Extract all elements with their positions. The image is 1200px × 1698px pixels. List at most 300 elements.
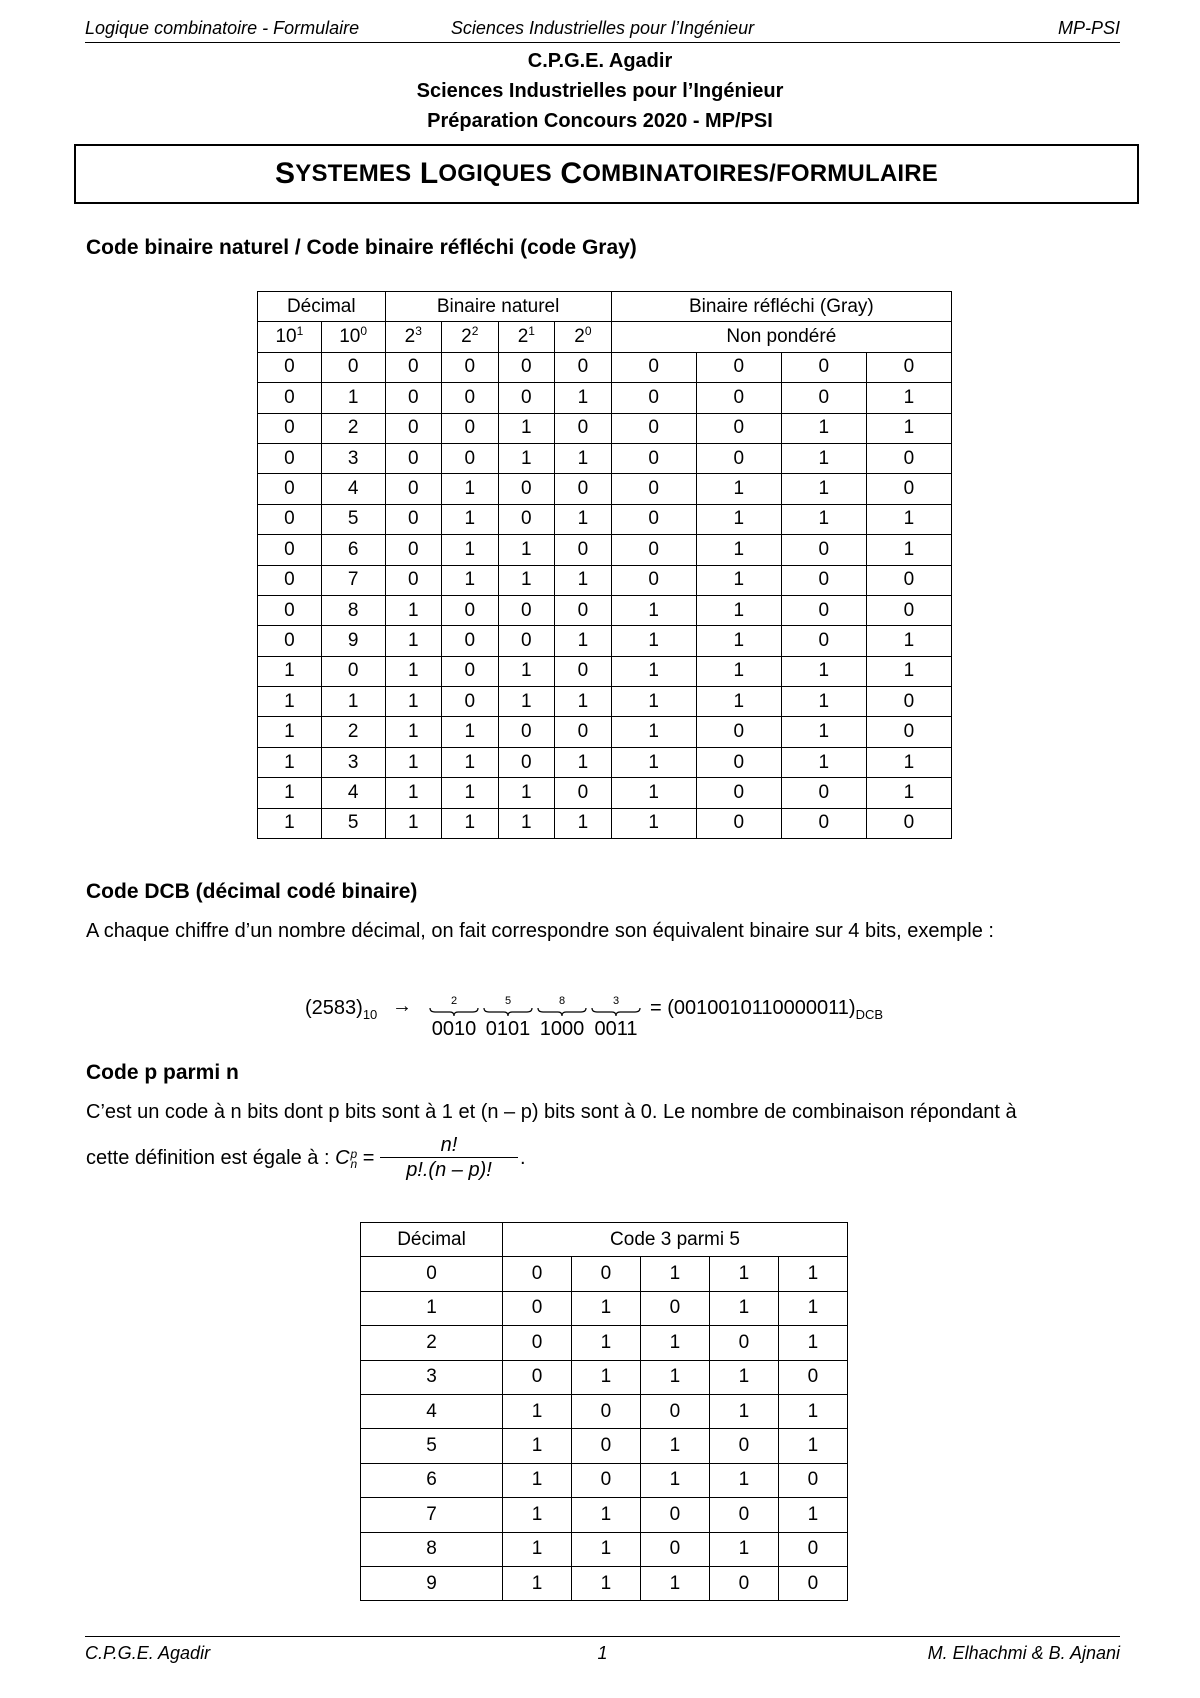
table-row [361, 1257, 848, 1291]
bcd-digit: 3 [612, 995, 620, 1007]
table-cell: 1 [781, 717, 866, 747]
table-cell: 0 [778, 1566, 847, 1600]
table-cell: 0 [781, 383, 866, 413]
table-cell: 1 [709, 1291, 778, 1325]
table-cell: 0 [498, 504, 555, 534]
table-cell: 3 [361, 1360, 503, 1394]
section-heading-gray: Code binaire naturel / Code binaire réfléchi (code Gray) [86, 236, 637, 259]
table-cell: 1 [866, 504, 951, 534]
weight-header [385, 322, 442, 352]
header-right: MP-PSI [1057, 18, 1120, 38]
weight-exponent: 0 [584, 324, 592, 339]
table-row [258, 778, 952, 808]
table-cell: 1 [555, 383, 612, 413]
table-cell: 1 [611, 808, 696, 838]
table-cell: 0 [866, 443, 951, 473]
table-cell: 1 [442, 535, 499, 565]
table-cell: 0 [611, 504, 696, 534]
table-row [361, 1498, 848, 1532]
table-cell: 0 [571, 1257, 640, 1291]
table-cell: 0 [778, 1463, 847, 1497]
table-cell: 6 [321, 535, 385, 565]
table-cell: 0 [640, 1532, 709, 1566]
underbrace-icon [591, 1007, 641, 1017]
table-cell: 0 [696, 717, 781, 747]
table-cell: 0 [696, 352, 781, 382]
table-cell: 0 [571, 1394, 640, 1428]
table-cell: 0 [258, 474, 322, 504]
table-cell: 4 [321, 778, 385, 808]
table-row [258, 383, 952, 413]
bcd-group [483, 996, 533, 1041]
combination-fraction [380, 1133, 518, 1182]
weight-header [442, 322, 499, 352]
table-cell: 0 [385, 535, 442, 565]
table-cell: 0 [611, 383, 696, 413]
title-rest-2: OGIQUES [438, 160, 552, 187]
table-cell: 3 [321, 443, 385, 473]
table-cell: 1 [866, 535, 951, 565]
table-cell: 1 [778, 1498, 847, 1532]
formula-lhs-value: (2583) [305, 997, 363, 1019]
table-cell: 1 [611, 656, 696, 686]
table-cell: 8 [321, 595, 385, 625]
table-row [258, 808, 952, 838]
table-cell: 0 [555, 778, 612, 808]
bcd-bits: 1000 [539, 1018, 585, 1040]
table-cell: 0 [385, 565, 442, 595]
table-cell: 0 [555, 474, 612, 504]
pn-description: C’est un code à n bits dont p bits sont à 1 et (n – p) bits sont à 0. Le nombre de combinaison répondant à [86, 1101, 1017, 1123]
table-cell: 1 [611, 595, 696, 625]
table-cell: 0 [498, 383, 555, 413]
dcb-description: A chaque chiffre d’un nombre décimal, on fait correspondre son équivalent binaire sur 4 bits, exemple : [86, 920, 994, 942]
table-cell: 0 [696, 443, 781, 473]
table-cell: 0 [258, 443, 322, 473]
table-cell: 0 [866, 808, 951, 838]
table-cell: 0 [781, 565, 866, 595]
table-cell: 1 [709, 1257, 778, 1291]
table-cell: 1 [571, 1360, 640, 1394]
table-cell: 1 [555, 626, 612, 656]
formula-arrow: → [392, 995, 412, 1017]
section-heading-dcb: Code DCB (décimal codé binaire) [86, 880, 418, 903]
table-row [258, 504, 952, 534]
table-row [361, 1326, 848, 1360]
table-cell: 1 [498, 535, 555, 565]
table-cell: 1 [696, 626, 781, 656]
table-cell: 0 [503, 1360, 572, 1394]
header-gray: Binaire réfléchi (Gray) [611, 292, 951, 322]
table-row [361, 1291, 848, 1325]
combination-letter: C [335, 1147, 350, 1169]
underbrace-icon [537, 1007, 587, 1017]
table-cell: 0 [258, 352, 322, 382]
table-cell: 0 [498, 595, 555, 625]
table-cell: 0 [611, 535, 696, 565]
title-cap-1: S [275, 157, 296, 190]
table-row [361, 1566, 848, 1600]
table-cell: 0 [385, 443, 442, 473]
fraction-numerator: n! [440, 1134, 458, 1156]
table-cell: 1 [611, 717, 696, 747]
weight-header [258, 322, 322, 352]
school-block [0, 46, 1200, 136]
table-cell: 0 [555, 656, 612, 686]
weight-base: 2 [404, 326, 416, 348]
table-cell: 1 [866, 656, 951, 686]
weight-base: 10 [339, 326, 361, 348]
title-rest-1: YSTEMES [295, 160, 412, 187]
table-cell: 0 [258, 383, 322, 413]
combination-symbol [335, 1147, 357, 1169]
table-cell: 0 [778, 1532, 847, 1566]
bcd-digit: 8 [558, 995, 566, 1007]
table-cell: 1 [385, 808, 442, 838]
table-cell: 1 [866, 747, 951, 777]
table-cell: 0 [498, 747, 555, 777]
gray-weight-header: Non pondéré [611, 322, 951, 352]
table-row [258, 474, 952, 504]
table-cell: 0 [696, 747, 781, 777]
formula-rhs [650, 997, 883, 1022]
table-cell: 0 [385, 474, 442, 504]
table-cell: 0 [442, 626, 499, 656]
header-decimal: Décimal [258, 292, 386, 322]
table-row [258, 626, 952, 656]
table-cell: 0 [611, 474, 696, 504]
table-cell: 1 [442, 778, 499, 808]
table-cell: 1 [640, 1326, 709, 1360]
table-cell: 7 [321, 565, 385, 595]
table-cell: 1 [571, 1498, 640, 1532]
school-name: C.P.G.E. Agadir [527, 50, 673, 72]
table-cell: 1 [778, 1394, 847, 1428]
table-cell: 1 [503, 1532, 572, 1566]
bcd-digit: 5 [504, 995, 512, 1007]
weight-header [498, 322, 555, 352]
table-cell: 0 [781, 808, 866, 838]
table-cell: 0 [498, 717, 555, 747]
table-cell: 0 [361, 1257, 503, 1291]
table-row [258, 535, 952, 565]
p-among-n-table [360, 1222, 848, 1601]
table-cell: 1 [781, 504, 866, 534]
table-cell: 1 [258, 747, 322, 777]
table-cell: 1 [640, 1566, 709, 1600]
weight-base: 2 [461, 326, 472, 348]
table-cell: 1 [503, 1498, 572, 1532]
table-cell: 1 [781, 687, 866, 717]
table-cell: 1 [385, 656, 442, 686]
table-cell: 3 [321, 747, 385, 777]
bcd-bits: 0010 [431, 1018, 477, 1040]
table-cell: 0 [258, 535, 322, 565]
table-cell: 0 [709, 1429, 778, 1463]
table-cell: 1 [498, 687, 555, 717]
table-cell: 0 [258, 626, 322, 656]
weight-exponent: 3 [415, 324, 422, 339]
table-cell: 2 [321, 717, 385, 747]
combination-equals: = [362, 1147, 375, 1169]
table-cell: 1 [385, 626, 442, 656]
table-cell: 0 [442, 383, 499, 413]
table-cell: 0 [442, 443, 499, 473]
table-cell: 1 [709, 1394, 778, 1428]
table-cell: 0 [385, 352, 442, 382]
table-cell: 1 [385, 747, 442, 777]
table-cell: 1 [498, 413, 555, 443]
table-cell: 1 [781, 413, 866, 443]
table-cell: 0 [258, 595, 322, 625]
table-cell: 1 [866, 626, 951, 656]
table-cell: 0 [385, 504, 442, 534]
footer-left: C.P.G.E. Agadir [85, 1643, 211, 1663]
table-row [258, 717, 952, 747]
table-cell: 1 [571, 1566, 640, 1600]
page-header [85, 16, 1120, 43]
table-cell: 0 [709, 1326, 778, 1360]
table-cell: 0 [781, 778, 866, 808]
table-cell: 1 [258, 656, 322, 686]
table-cell: 0 [555, 595, 612, 625]
table-cell: 0 [640, 1394, 709, 1428]
header-decimal: Décimal [361, 1223, 503, 1257]
table-cell: 0 [866, 595, 951, 625]
table-cell: 0 [498, 474, 555, 504]
weight-base: 10 [275, 326, 297, 348]
table-cell: 1 [709, 1463, 778, 1497]
table-cell: 0 [696, 808, 781, 838]
table-cell: 0 [442, 413, 499, 443]
table-cell: 1 [571, 1532, 640, 1566]
table-cell: 0 [866, 352, 951, 382]
weight-exponent: 1 [528, 324, 535, 339]
table-cell: 0 [503, 1257, 572, 1291]
table-cell: 1 [385, 595, 442, 625]
table-cell: 1 [696, 535, 781, 565]
table-cell: 0 [781, 595, 866, 625]
table-cell: 1 [385, 778, 442, 808]
table-cell: 0 [258, 565, 322, 595]
table-cell: 1 [442, 747, 499, 777]
table-row [258, 747, 952, 777]
table-cell: 1 [555, 443, 612, 473]
table-cell: 0 [442, 352, 499, 382]
weight-exponent: 2 [471, 324, 479, 339]
table-row [258, 413, 952, 443]
table-cell: 0 [778, 1360, 847, 1394]
title-cap-2: L [419, 157, 439, 190]
table-cell: 1 [498, 443, 555, 473]
footer-authors: M. Elhachmi & B. Ajnani [927, 1643, 1120, 1663]
table-cell: 0 [866, 474, 951, 504]
table-cell: 1 [778, 1291, 847, 1325]
underbrace-icon [429, 1007, 479, 1017]
table-cell: 1 [442, 717, 499, 747]
weight-header [555, 322, 612, 352]
gray-code-table [257, 291, 952, 839]
table-cell: 0 [503, 1326, 572, 1360]
table-cell: 0 [781, 626, 866, 656]
table-cell: 1 [258, 687, 322, 717]
table-cell: 0 [611, 443, 696, 473]
title-rest-3: OMBINATOIRES/FORMULAIRE [582, 160, 938, 187]
table-cell: 1 [611, 747, 696, 777]
bcd-group [429, 996, 479, 1041]
table-cell: 6 [361, 1463, 503, 1497]
table-cell: 1 [555, 504, 612, 534]
table-cell: 1 [781, 656, 866, 686]
table-cell: 0 [498, 626, 555, 656]
weight-base: 2 [574, 326, 585, 348]
table-cell: 1 [778, 1429, 847, 1463]
table-cell: 8 [361, 1532, 503, 1566]
table-cell: 0 [321, 352, 385, 382]
table-cell: 1 [503, 1463, 572, 1497]
table-cell: 1 [555, 808, 612, 838]
table-cell: 1 [611, 626, 696, 656]
table-cell: 0 [258, 504, 322, 534]
bcd-group [591, 996, 641, 1041]
table-cell: 0 [866, 565, 951, 595]
weight-exponent: 0 [360, 324, 368, 339]
table-cell: 1 [498, 778, 555, 808]
table-cell: 1 [696, 656, 781, 686]
table-cell: 1 [258, 778, 322, 808]
school-subject: Sciences Industrielles pour l’Ingénieur [416, 80, 784, 102]
table-cell: 0 [385, 413, 442, 443]
formula-rhs-base: DCB [855, 1007, 884, 1022]
table-cell: 1 [555, 565, 612, 595]
table-row [361, 1394, 848, 1428]
formula-lhs [305, 997, 377, 1022]
table-cell: 1 [361, 1291, 503, 1325]
table-cell: 1 [498, 565, 555, 595]
table-cell: 0 [640, 1498, 709, 1532]
weight-base: 2 [517, 326, 529, 348]
table-cell: 1 [555, 747, 612, 777]
table-cell: 1 [640, 1360, 709, 1394]
table-cell: 1 [640, 1429, 709, 1463]
table-cell: 5 [361, 1429, 503, 1463]
bcd-group [537, 996, 587, 1041]
table-cell: 0 [781, 535, 866, 565]
section-heading-pn: Code p parmi n [86, 1061, 239, 1084]
table-cell: 0 [555, 717, 612, 747]
table-cell: 1 [866, 778, 951, 808]
table-cell: 0 [709, 1498, 778, 1532]
bcd-bits: 0011 [594, 1018, 638, 1040]
table-row [258, 443, 952, 473]
table-cell: 0 [385, 383, 442, 413]
definition-period: . [520, 1147, 526, 1169]
table-cell: 0 [571, 1429, 640, 1463]
formula-lhs-base: 10 [362, 1007, 378, 1022]
table-cell: 1 [498, 656, 555, 686]
table-cell: 0 [258, 413, 322, 443]
table-cell: 0 [866, 717, 951, 747]
table-row [361, 1463, 848, 1497]
table-cell: 1 [611, 778, 696, 808]
table-cell: 0 [696, 413, 781, 443]
table-row [258, 595, 952, 625]
table-cell: 0 [555, 535, 612, 565]
header-center: Sciences Industrielles pour l’Ingénieur [450, 18, 755, 38]
table-cell: 1 [571, 1326, 640, 1360]
table-cell: 0 [555, 352, 612, 382]
table-cell: 1 [503, 1394, 572, 1428]
pn-definition [86, 1147, 374, 1170]
table-row [258, 656, 952, 686]
table-cell: 1 [498, 808, 555, 838]
weight-header [321, 322, 385, 352]
header-left: Logique combinatoire - Formulaire [85, 18, 360, 38]
table-cell: 1 [709, 1532, 778, 1566]
table-cell: 5 [321, 808, 385, 838]
formula-rhs-value: = (0010010110000011) [650, 997, 856, 1019]
table-cell: 1 [442, 808, 499, 838]
table-cell: 0 [321, 656, 385, 686]
combination-n: n [350, 1156, 358, 1171]
fraction-denominator: p!.(n – p)! [406, 1159, 492, 1181]
table-cell: 9 [321, 626, 385, 656]
table-row [258, 565, 952, 595]
table-row [361, 1429, 848, 1463]
table-cell: 1 [442, 504, 499, 534]
table-cell: 0 [611, 352, 696, 382]
page-footer [85, 1636, 1120, 1667]
dcb-formula [305, 990, 905, 1050]
table-cell: 1 [258, 717, 322, 747]
table-cell: 1 [781, 474, 866, 504]
table-cell: 1 [442, 474, 499, 504]
table-cell: 1 [696, 565, 781, 595]
table-cell: 5 [321, 504, 385, 534]
table-cell: 0 [781, 352, 866, 382]
table-cell: 0 [571, 1463, 640, 1497]
table-cell: 1 [611, 687, 696, 717]
table-cell: 1 [640, 1257, 709, 1291]
table-cell: 0 [498, 352, 555, 382]
table-cell: 1 [696, 687, 781, 717]
title-cap-3: C [560, 157, 583, 190]
table-row [361, 1532, 848, 1566]
table-cell: 0 [866, 687, 951, 717]
table-cell: 1 [866, 383, 951, 413]
table-cell: 0 [709, 1566, 778, 1600]
table-cell: 1 [555, 687, 612, 717]
table-cell: 1 [385, 717, 442, 747]
table-cell: 7 [361, 1498, 503, 1532]
table-cell: 1 [503, 1566, 572, 1600]
table-cell: 1 [321, 687, 385, 717]
combination-p: p [350, 1146, 358, 1161]
table-cell: 1 [778, 1257, 847, 1291]
table-cell: 0 [640, 1291, 709, 1325]
header-natural-binary: Binaire naturel [385, 292, 611, 322]
table-cell: 1 [778, 1326, 847, 1360]
table-cell: 1 [442, 565, 499, 595]
table-cell: 0 [442, 595, 499, 625]
table-cell: 1 [709, 1360, 778, 1394]
bcd-digit: 2 [450, 995, 458, 1007]
table-cell: 9 [361, 1566, 503, 1600]
table-cell: 0 [696, 383, 781, 413]
school-exam: Préparation Concours 2020 - MP/PSI [427, 110, 773, 132]
pn-definition-prefix: cette définition est égale à : [86, 1147, 336, 1169]
table-cell: 1 [696, 504, 781, 534]
